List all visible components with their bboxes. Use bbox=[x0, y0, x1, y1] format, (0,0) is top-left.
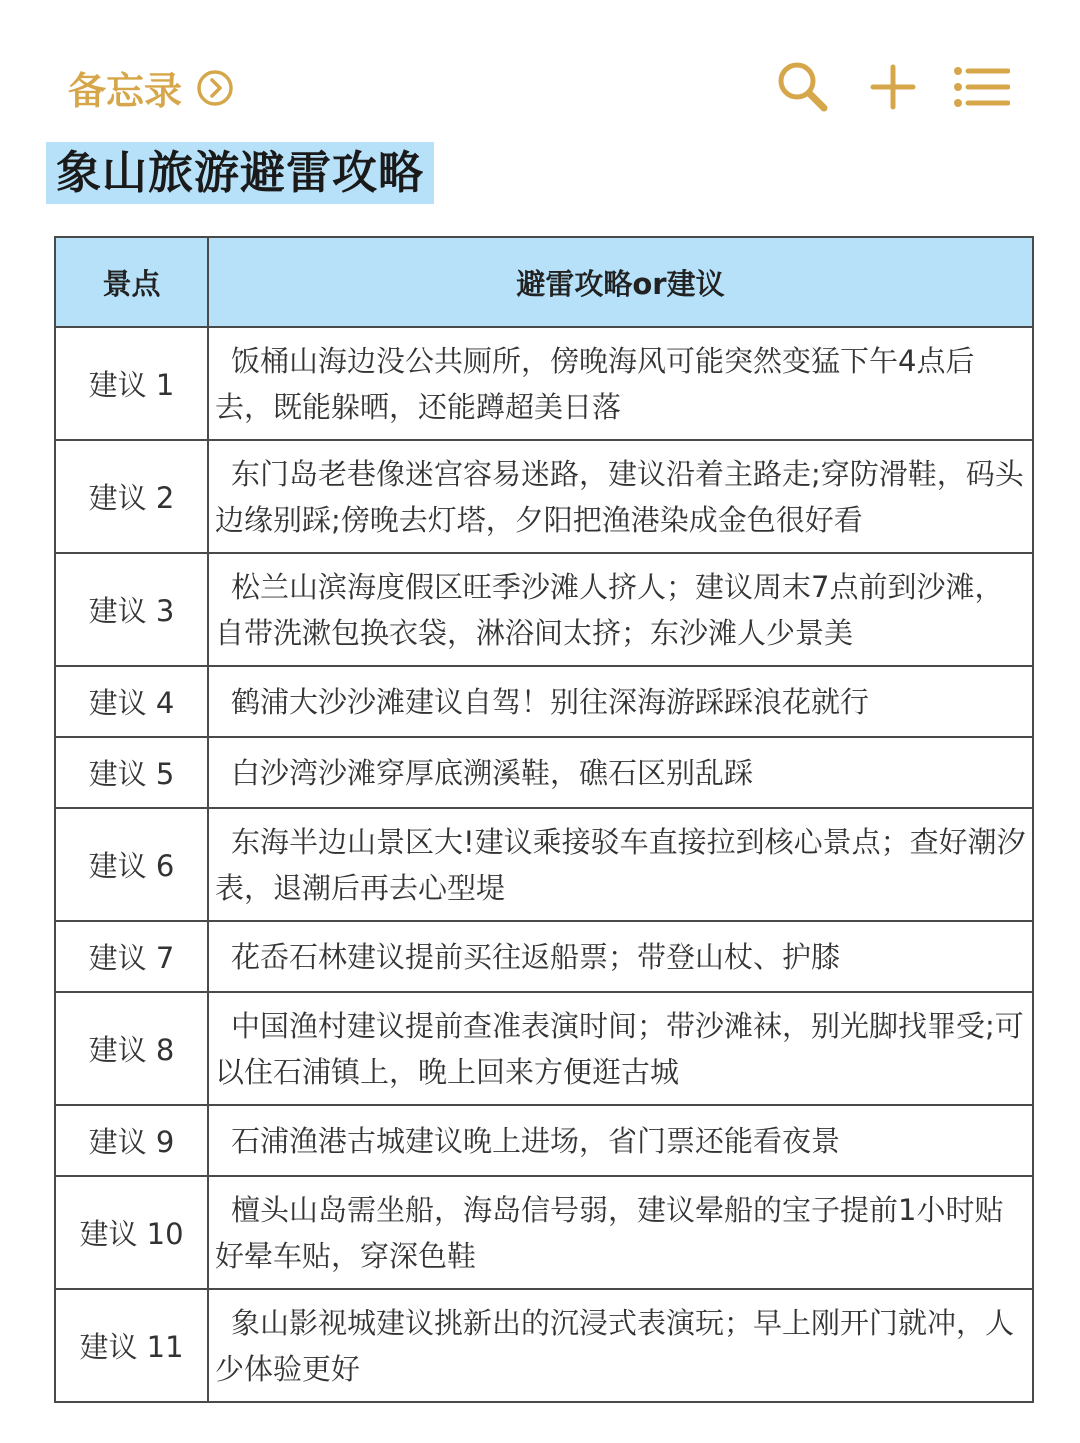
row-label: 建议 3 bbox=[55, 553, 208, 666]
menu-button[interactable] bbox=[952, 58, 1010, 116]
table-row bbox=[55, 1176, 1033, 1289]
plus-icon bbox=[864, 58, 922, 116]
chevron-right-circle-icon bbox=[196, 69, 234, 107]
row-label: 建议 4 bbox=[55, 666, 208, 737]
row-advice: 中国渔村建议提前查准表演时间；带沙滩袜，别光脚找罪受;可以住石浦镇上，晚上回来方便逛古城 bbox=[208, 992, 1033, 1105]
row-advice: 东海半边山景区大!建议乘接驳车直接拉到核心景点；查好潮汐表，退潮后再去心型堤 bbox=[208, 808, 1033, 921]
table-header-row bbox=[55, 237, 1033, 327]
back-to-notes-button[interactable] bbox=[68, 60, 234, 115]
table-row bbox=[55, 327, 1033, 440]
back-label: 备忘录 bbox=[68, 69, 183, 113]
row-label: 建议 11 bbox=[55, 1289, 208, 1402]
row-label: 建议 8 bbox=[55, 992, 208, 1105]
table-row bbox=[55, 666, 1033, 737]
column-header-spot: 景点 bbox=[55, 237, 208, 327]
row-label: 建议 5 bbox=[55, 737, 208, 808]
row-advice: 檀头山岛需坐船，海岛信号弱，建议晕船的宝子提前1小时贴好晕车贴，穿深色鞋 bbox=[208, 1176, 1033, 1289]
guide-table bbox=[54, 236, 1034, 1403]
column-header-advice: 避雷攻略or建议 bbox=[208, 237, 1033, 327]
row-advice: 石浦渔港古城建议晚上进场，省门票还能看夜景 bbox=[208, 1105, 1033, 1176]
row-advice: 松兰山滨海度假区旺季沙滩人挤人；建议周末7点前到沙滩，自带洗漱包换衣袋，淋浴间太挤；东沙滩人少景美 bbox=[208, 553, 1033, 666]
note-title-highlight bbox=[46, 142, 434, 204]
row-label: 建议 6 bbox=[55, 808, 208, 921]
table-row bbox=[55, 808, 1033, 921]
top-bar bbox=[0, 0, 1080, 130]
table-row bbox=[55, 921, 1033, 992]
row-label: 建议 1 bbox=[55, 327, 208, 440]
row-advice: 象山影视城建议挑新出的沉浸式表演玩；早上刚开门就冲，人少体验更好 bbox=[208, 1289, 1033, 1402]
table-row bbox=[55, 737, 1033, 808]
row-label: 建议 10 bbox=[55, 1176, 208, 1289]
row-advice: 白沙湾沙滩穿厚底溯溪鞋，礁石区别乱踩 bbox=[208, 737, 1033, 808]
add-button[interactable] bbox=[864, 58, 922, 116]
row-label: 建议 2 bbox=[55, 440, 208, 553]
row-label: 建议 9 bbox=[55, 1105, 208, 1176]
row-label: 建议 7 bbox=[55, 921, 208, 992]
row-advice: 东门岛老巷像迷宫容易迷路，建议沿着主路走;穿防滑鞋，码头边缘别踩;傍晚去灯塔，夕阳把渔港染成金色很好看 bbox=[208, 440, 1033, 553]
table-row bbox=[55, 1105, 1033, 1176]
table-row bbox=[55, 440, 1033, 553]
table-row bbox=[55, 992, 1033, 1105]
list-menu-icon bbox=[952, 58, 1010, 116]
row-advice: 饭桶山海边没公共厕所，傍晚海风可能突然变猛下午4点后去，既能躲晒，还能蹲超美日落 bbox=[208, 327, 1033, 440]
search-icon bbox=[774, 58, 832, 116]
row-advice: 花岙石林建议提前买往返船票；带登山杖、护膝 bbox=[208, 921, 1033, 992]
table-row bbox=[55, 553, 1033, 666]
note-title: 象山旅游避雷攻略 bbox=[56, 146, 425, 199]
search-button[interactable] bbox=[774, 58, 832, 116]
table-row bbox=[55, 1289, 1033, 1402]
row-advice: 鹤浦大沙沙滩建议自驾！别往深海游踩踩浪花就行 bbox=[208, 666, 1033, 737]
